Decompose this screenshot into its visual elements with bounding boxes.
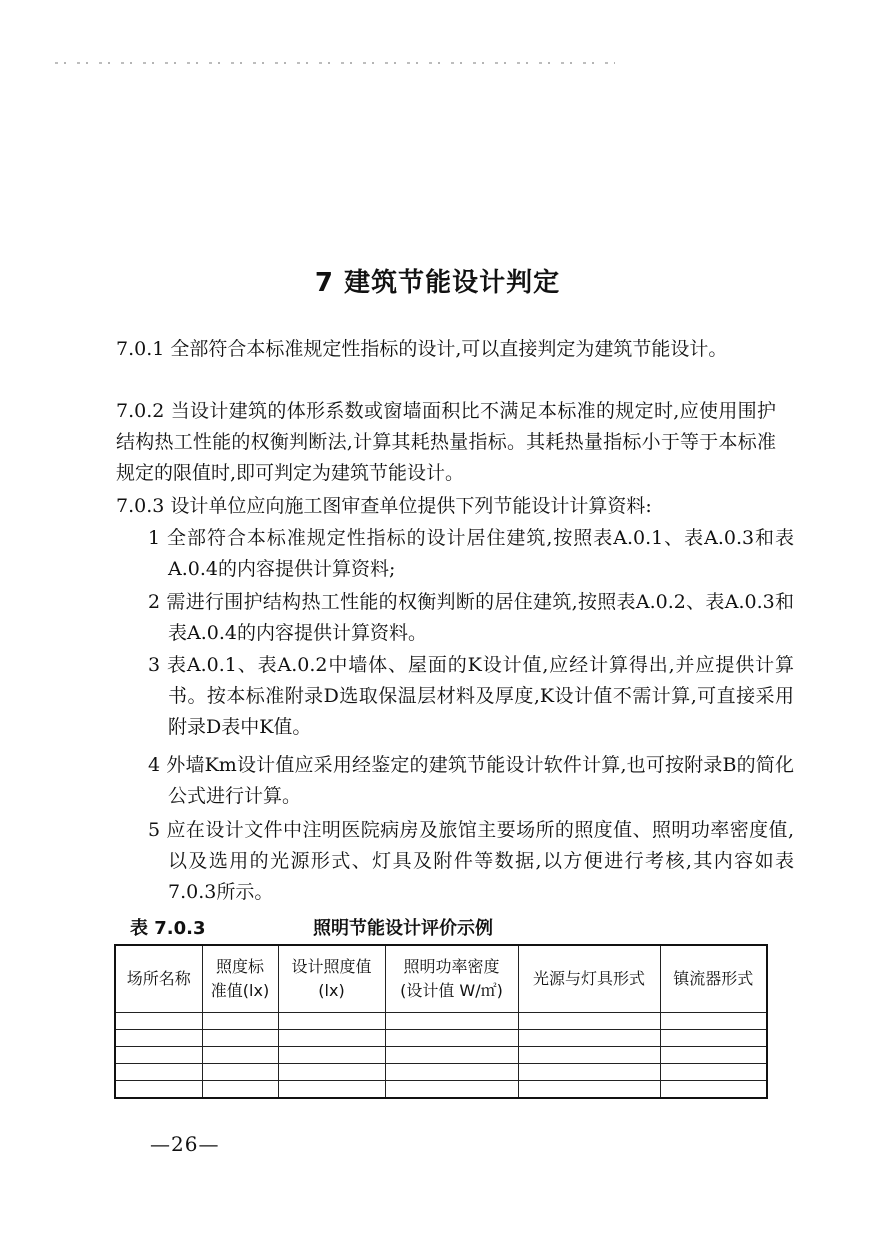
list-item-1	[148, 523, 794, 585]
list-item-text: 需进行围护结构热工性能的权衡判断的居住建筑,按照表A.0.2、表A.0.3和表A.0.4的内容提供计算资料。	[166, 591, 794, 644]
header-design-illuminance: 设计照度值 (lx)	[278, 945, 385, 1013]
lighting-evaluation-table	[114, 944, 768, 1099]
list-item-text: 表A.0.1、表A.0.2中墙体、屋面的K设计值,应经计算得出,并应提供计算书。按本标准附录D选取保温层材料及厚度,K设计值不需计算,可直接采用附录D表中K值。	[166, 654, 794, 738]
table-row	[115, 1047, 767, 1064]
list-item-number: 5	[148, 819, 161, 841]
table-row	[115, 1013, 767, 1030]
header-standard-illuminance: 照度标 准值(lx)	[202, 945, 278, 1013]
list-item-text: 应在设计文件中注明医院病房及旅馆主要场所的照度值、照明功率密度值,以及选用的光源形式、灯具及附件等数据,以方便进行考核,其内容如表7.0.3所示。	[166, 819, 794, 903]
table-row	[115, 1081, 767, 1099]
list-item-number: 2	[148, 591, 161, 613]
header-venue-name: 场所名称	[115, 945, 202, 1013]
clause-7-0-1: 7.0.1 全部符合本标准规定性指标的设计,可以直接判定为建筑节能设计。	[116, 338, 728, 360]
list-item-5	[148, 815, 794, 908]
list-item-number: 3	[148, 654, 161, 676]
clause-7-0-2: 7.0.2 当设计建筑的体形系数或窗墙面积比不满足本标准的规定时,应使用围护结构热工性能的权衡判断法,计算其耗热量指标。其耗热量指标小于等于本标准规定的限值时,即可判定为建筑节能设计。	[116, 400, 776, 484]
table-row	[115, 1064, 767, 1081]
list-item-2	[148, 587, 794, 649]
list-item-number: 1	[148, 527, 161, 549]
list-item-number: 4	[148, 754, 161, 776]
page-number: —26—	[150, 1132, 220, 1156]
list-item-text: 全部符合本标准规定性指标的设计居住建筑,按照表A.0.1、表A.0.3和表A.0.4的内容提供计算资料;	[166, 527, 794, 580]
header-light-source-fixture: 光源与灯具形式	[518, 945, 660, 1013]
chapter-title: 7 建筑节能设计判定	[314, 268, 561, 298]
table-header-row	[115, 945, 767, 1013]
table-caption-title: 照明节能设计评价示例	[313, 918, 493, 939]
header-ballast-type: 镇流器形式	[660, 945, 767, 1013]
list-item-text: 外墙Km设计值应采用经鉴定的建筑节能设计软件计算,也可按附录B的简化公式进行计算。	[166, 754, 794, 807]
list-item-3	[148, 650, 794, 743]
scan-artifact-line	[55, 62, 615, 64]
list-item-4	[148, 750, 794, 812]
clause-7-0-3: 7.0.3 设计单位应向施工图审查单位提供下列节能设计计算资料:	[116, 495, 652, 517]
table-caption-number: 表 7.0.3	[130, 918, 206, 939]
header-lighting-power-density: 照明功率密度 (设计值 W/㎡)	[385, 945, 518, 1013]
table-row	[115, 1030, 767, 1047]
